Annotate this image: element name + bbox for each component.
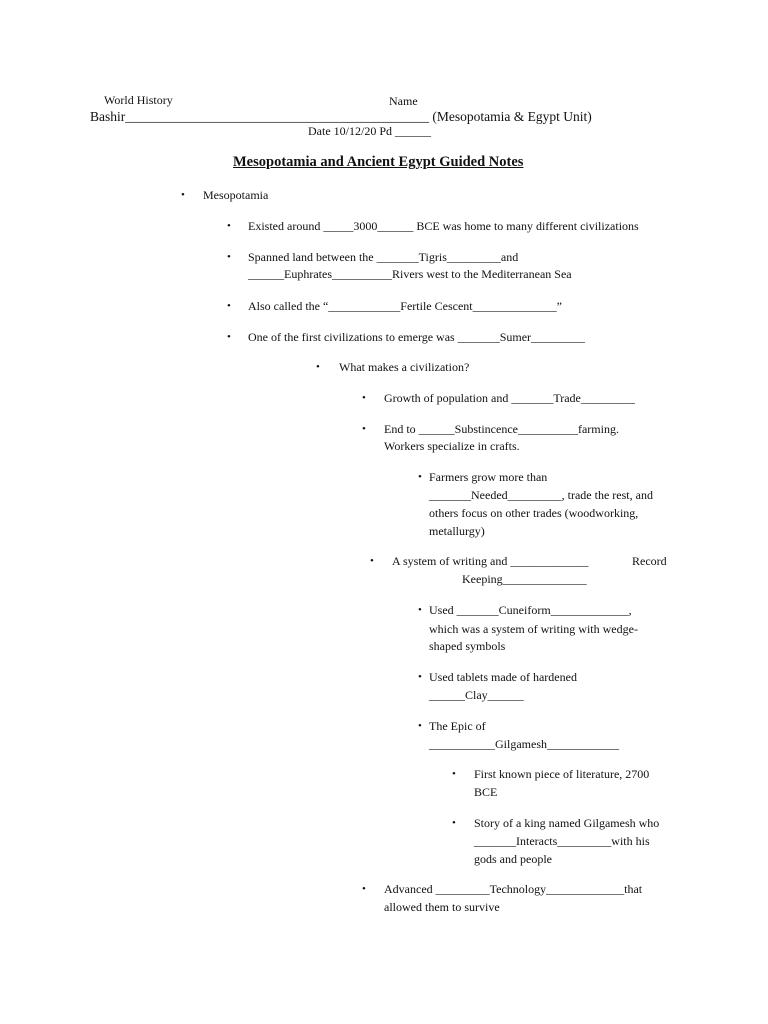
note-end-line2: Workers specialize in crafts. — [384, 439, 520, 453]
bullet: • — [452, 817, 456, 829]
note-tech-line2: allowed them to survive — [384, 900, 500, 914]
note-fertile: Also called the “____________Fertile Cescent______________” — [248, 299, 562, 313]
note-writing-line1: A system of writing and _____________ — [392, 554, 589, 568]
bullet: • — [418, 471, 422, 483]
note-story-line1: Story of a king named Gilgamesh who — [474, 816, 660, 830]
bullet: • — [227, 220, 231, 232]
note-epic-line2: ___________Gilgamesh____________ — [429, 737, 619, 751]
note-farmers-line2: _______Needed_________, trade the rest, and — [429, 488, 653, 502]
note-story-line2: _______Interacts_________with his — [474, 834, 650, 848]
page-title: Mesopotamia and Ancient Egypt Guided Notes — [233, 154, 524, 170]
note-spanned-line2: ______Euphrates__________Rivers west to the Mediterranean Sea — [248, 267, 572, 281]
note-first-civ: One of the first civilizations to emerge was _______Sumer_________ — [248, 330, 586, 344]
course-label: World History — [104, 93, 173, 107]
bullet: • — [362, 883, 366, 895]
bullet: • — [227, 300, 231, 312]
bullet: • — [227, 331, 231, 343]
bullet: • — [362, 423, 366, 435]
bullet: • — [227, 251, 231, 263]
note-cuneiform-line2: which was a system of writing with wedge- — [429, 622, 638, 636]
name-line: Bashir_____________________________________________ (Mesopotamia & Egypt Unit) — [90, 109, 592, 124]
bullet: • — [181, 189, 185, 201]
note-what-makes: What makes a civilization? — [339, 360, 470, 374]
bullet: • — [316, 361, 320, 373]
bullet: • — [418, 671, 422, 683]
bullet: • — [418, 720, 422, 732]
bullet: • — [362, 392, 366, 404]
note-tablets-line1: Used tablets made of hardened — [429, 670, 577, 684]
note-farmers-line3: others focus on other trades (woodworking, — [429, 506, 639, 520]
note-literature-line2: BCE — [474, 785, 498, 799]
note-farmers-line1: Farmers grow more than — [429, 470, 548, 484]
date-line: Date 10/12/20 Pd ______ — [308, 124, 431, 138]
note-farmers-line4: metallurgy) — [429, 524, 485, 538]
note-growth: Growth of population and _______Trade_________ — [384, 391, 635, 405]
note-cuneiform-line1: Used _______Cuneiform_____________, — [429, 603, 632, 617]
name-label: Name — [389, 94, 418, 108]
note-cuneiform-line3: shaped symbols — [429, 639, 506, 653]
note-tablets-line2: ______Clay______ — [429, 688, 524, 702]
note-writing-record: Record — [632, 554, 667, 568]
bullet: • — [452, 768, 456, 780]
note-tech-line1: Advanced _________Technology_____________that — [384, 882, 643, 896]
note-existed: Existed around _____3000______ BCE was home to many different civilizations — [248, 219, 639, 233]
note-epic-line1: The Epic of — [429, 719, 486, 733]
note-literature-line1: First known piece of literature, 2700 — [474, 767, 650, 781]
note-writing-line2: Keeping______________ — [462, 572, 587, 586]
bullet: • — [370, 555, 374, 567]
note-end-line1: End to ______Substincence__________farming. — [384, 422, 619, 436]
bullet: • — [418, 604, 422, 616]
note-spanned-line1: Spanned land between the _______Tigris_________and — [248, 250, 519, 264]
note-story-line3: gods and people — [474, 852, 552, 866]
topic-mesopotamia: Mesopotamia — [203, 188, 269, 202]
